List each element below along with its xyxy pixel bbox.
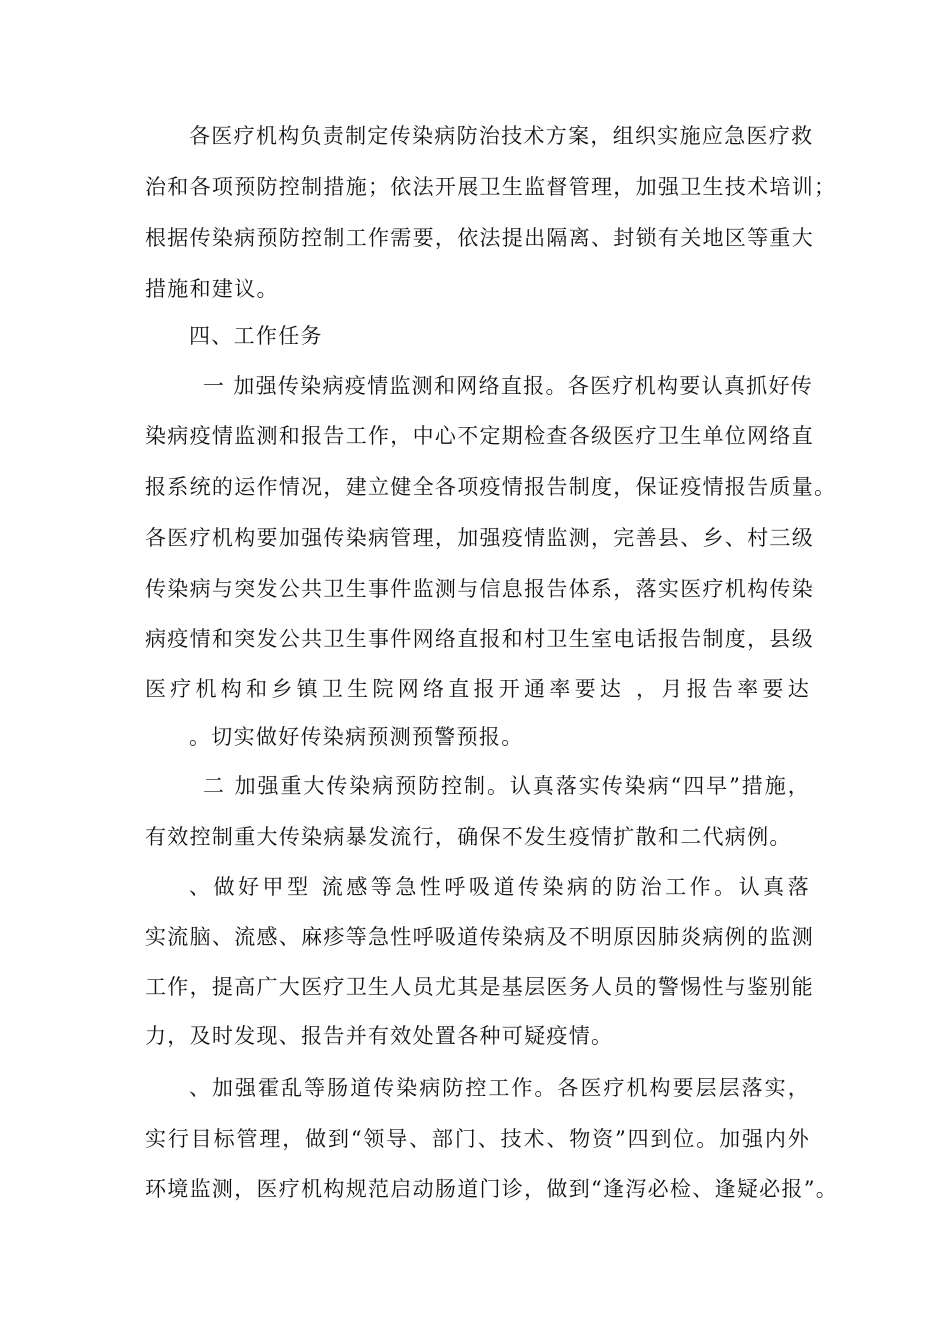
paragraph-line: 根据传染病预防控制工作需要，依法提出隔离、封锁有关地区等重大 xyxy=(145,226,814,250)
paragraph-line: 实流脑、流感、麻疹等急性呼吸道传染病及不明原因肺炎病例的监测 xyxy=(145,925,814,949)
paragraph-line: 。切实做好传染病预测预警预报。 xyxy=(189,725,524,749)
paragraph-line: 二 加强重大传染病预防控制。认真落实传染病“四早”措施， xyxy=(203,774,810,798)
paragraph-line: 工作，提高广大医疗卫生人员尤其是基层医务人员的警惕性与鉴别能 xyxy=(145,975,814,999)
paragraph-line: 各医疗机构要加强传染病管理，加强疫情监测，完善县、乡、村三级 xyxy=(145,526,814,550)
paragraph-line: 、加强霍乱等肠道传染病防控工作。各医疗机构要层层落实， xyxy=(189,1076,810,1100)
paragraph-line: 医疗机构和乡镇卫生院网络直报开通率要达 ，月报告率要达 xyxy=(145,677,810,701)
paragraph-line: 染病疫情监测和报告工作，中心不定期检查各级医疗卫生单位网络直 xyxy=(145,424,814,448)
paragraph-line: 力，及时发现、报告并有效处置各种可疑疫情。 xyxy=(145,1024,614,1048)
paragraph-line: 病疫情和突发公共卫生事件网络直报和村卫生室电话报告制度，县级 xyxy=(145,627,814,651)
paragraph-line: 传染病与突发公共卫生事件监测与信息报告体系，落实医疗机构传染 xyxy=(145,577,814,601)
paragraph-line: 报系统的运作情况，建立健全各项疫情报告制度，保证疫情报告质量。 xyxy=(145,475,837,499)
paragraph-line: 有效控制重大传染病暴发流行，确保不发生疫情扩散和二代病例。 xyxy=(145,825,792,849)
paragraph-line: 治和各项预防控制措施；依法开展卫生监督管理，加强卫生技术培训； xyxy=(145,175,837,199)
paragraph-line: 实行目标管理，做到“领导、部门、技术、物资”四到位。加强内外 xyxy=(145,1127,810,1151)
section-heading: 四、工作任务 xyxy=(189,324,323,348)
paragraph-line: 一 加强传染病疫情监测和网络直报。各医疗机构要认真抓好传 xyxy=(203,374,814,398)
paragraph-line: 、做好甲型 流感等急性呼吸道传染病的防治工作。认真落 xyxy=(189,875,810,899)
paragraph-line: 各医疗机构负责制定传染病防治技术方案，组织实施应急医疗救 xyxy=(189,124,814,148)
paragraph-line: 措施和建议。 xyxy=(145,277,279,301)
paragraph-line: 环境监测，医疗机构规范启动肠道门诊，做到“逢泻必检、逢疑必报”。 xyxy=(145,1177,839,1201)
